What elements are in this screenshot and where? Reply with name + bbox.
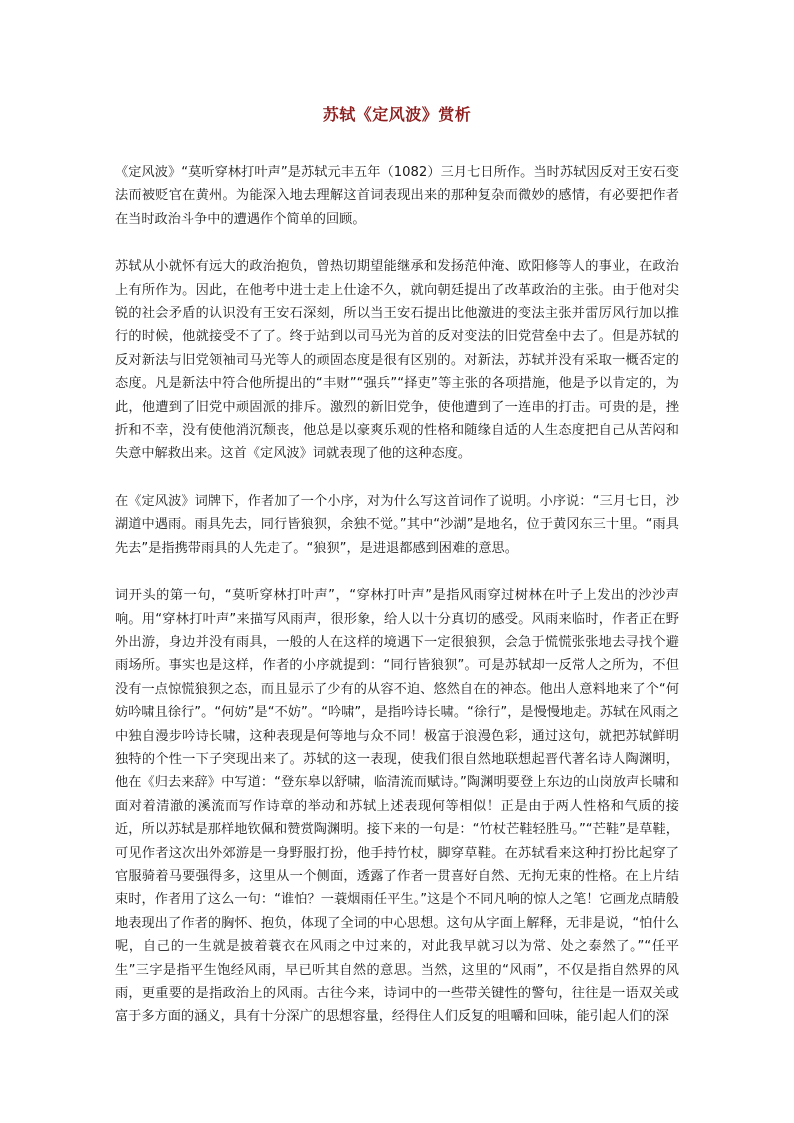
paragraph-intro: 《定风波》“莫听穿林打叶声”是苏轼元丰五年（1082）三月七日所作。当时苏轼因反对王安石变法而被贬官在黄州。为能深入地去理解这首词表现出来的那种复杂而微妙的感情，有必要把作者在当时政治斗争中的遭遇作个简单的回顾。 <box>115 165 679 227</box>
document-page <box>115 103 679 1029</box>
document-title: 苏轼《定风波》赏析 <box>322 105 472 124</box>
paragraph-background: 苏轼从小就怀有远大的政治抱负，曾热切期望能继承和发扬范仲淹、欧阳修等人的事业，在政治上有所作为。因此，在他考中进士走上仕途不久，就向朝廷提出了改革政治的主张。由于他对尖锐的社会矛盾的认识没有王安石深刻，所以当王安石提出比他激进的变法主张并雷厉风行加以推行的时候，他就接受不了了。终于站到以司马光为首的反对变法的旧党营垒中去了。但是苏轼的反对新法与旧党领袖司马光等人的顽固态度是很有区别的。对新法，苏轼并没有采取一概否定的态度。凡是新法中符合他所提出的“丰财”“强兵”“择吏”等主张的各项措施，他是予以肯定的，为此，他遭到了旧党中顽固派的排斥。激烈的新旧党争，使他遭到了一连串的打击。可贵的是，挫折和不幸，没有使他消沉颓丧，他总是以豪爽乐观的性格和随缘自适的人生态度把自己从苦闷和失意中解救出来。这首《定风波》词就表现了他的这种态度。 <box>115 259 679 462</box>
paragraph-analysis: 词开头的第一句，“莫听穿林打叶声”，“穿林打叶声”是指风雨穿过树林在叶子上发出的沙沙声响。用“穿林打叶声”来描写风雨声，很形象，给人以十分真切的感受。风雨来临时，作者正在野外出游，身边并没有雨具，一般的人在这样的境遇下一定很狼狈，会急于慌慌张张地去寻找个避雨场所。事实也是这样，作者的小序就提到：“同行皆狼狈”。可是苏轼却一反常人之所为，不但没有一点惊慌狼狈之态，而且显示了少有的从容不迫、悠然自在的神态。他出人意料地来了个“何妨吟啸且徐行”。“何妨”是“不妨”。“吟啸”，是指吟诗长啸。“徐行”，是慢慢地走。苏轼在风雨之中独自漫步吟诗长啸，这种表现是何等地与众不同！极富于浪漫色彩，通过这句，就把苏轼鲜明独特的个性一下子突现出来了。苏轼的这一表现，使我们很自然地联想起晋代著名诗人陶渊明，他在《归去来辞》中写道：“登东皋以舒啸，临清流而赋诗。”陶渊明要登上东边的山岗放声长啸和面对着清澈的溪流而写作诗章的举动和苏轼上述表现何等相似！正是由于两人性格和气质的接近，所以苏轼是那样地钦佩和赞赏陶渊明。接下来的一句是：“竹杖芒鞋轻胜马。”“芒鞋”是草鞋，可见作者这次出外郊游是一身野服打扮，他手持竹杖，脚穿草鞋。在苏轼看来这种打扮比起穿了官服骑着马要强得多，这里从一个侧面，透露了作者一贯喜好自然、无拘无束的性格。在上片结束时，作者用了这么一句：“谁怕？一蓑烟雨任平生。”这是个不同凡响的惊人之笔！它画龙点睛般地表现出了作者的胸怀、抱负，体现了全词的中心思想。这句从字面上解释，无非是说，“怕什么呢，自己的一生就是披着蓑衣在风雨之中过来的，对此我早就习以为常、处之泰然了。”“任平生”三字是指平生饱经风雨，早已听其自然的意思。当然，这里的“风雨”，不仅是指自然界的风雨，更重要的是指政治上的风雨。古往今来，诗词中的一些带关键性的警句，往往是一语双关或富于多方面的涵义，具有十分深广的思想容量，经得住人们反复的咀嚼和回味，能引起人们的深 <box>115 588 679 1025</box>
paragraph-preface: 在《定风波》词牌下，作者加了一个小序，对为什么写这首词作了说明。小序说：“三月七日，沙湖道中遇雨。雨具先去，同行皆狼狈，余独不觉。”其中“沙湖”是地名，位于黄冈东三十里。“雨具先去”是指携带雨具的人先走了。“狼狈”，是进退都感到困难的意思。 <box>115 493 679 556</box>
